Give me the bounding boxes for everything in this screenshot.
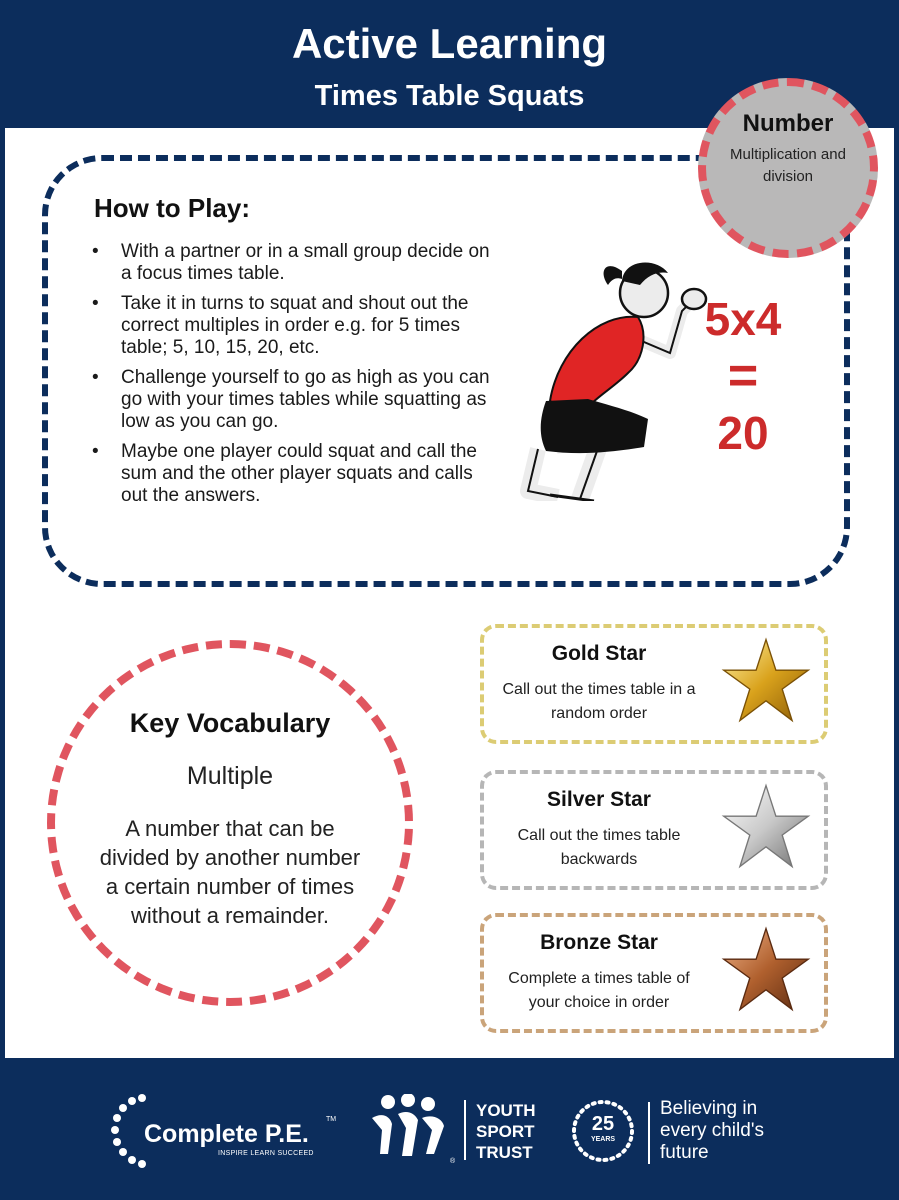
star-description: Complete a times table of your choice in order: [508, 970, 690, 1011]
vocabulary-word: Multiple: [186, 762, 274, 790]
complete-pe-tagline: INSPIRE LEARN SUCCEED: [218, 1150, 314, 1157]
yst-line: TRUST: [476, 1143, 533, 1162]
star-description: Call out the times table backwards: [517, 827, 681, 868]
instruction-item: [92, 441, 492, 507]
topic-subtitle: Multiplication and division: [730, 146, 846, 185]
instruction-text: Maybe one player could squat and call the sum and the other player squats and calls out the answers.: [121, 441, 477, 506]
logo-divider: [464, 1100, 466, 1160]
key-vocabulary-title: Key Vocabulary: [129, 708, 331, 738]
instructions-list: [92, 241, 492, 515]
vocabulary-definition: A number that can be divided by another number a certain number of times without a remainder.: [99, 816, 361, 928]
bullet-icon: •: [92, 293, 99, 314]
gold-star-card: [480, 624, 828, 744]
anniversary-badge: [570, 1098, 636, 1164]
star-title: Silver Star: [547, 788, 651, 811]
silver-star-icon: [721, 782, 811, 872]
bronze-star-card: [480, 913, 828, 1033]
bullet-icon: •: [92, 441, 99, 462]
instruction-item: [92, 241, 492, 285]
complete-pe-name: Complete P.E.: [144, 1120, 309, 1148]
equation-result: 20: [717, 407, 769, 459]
bullet-icon: •: [92, 367, 99, 388]
key-vocabulary-circle: [47, 640, 413, 1006]
instruction-text: Take it in turns to squat and shout out the correct multiples in order e.g. for 5 times table; 5, 10, 15, 20, etc.: [121, 293, 469, 358]
bullet-icon: •: [92, 241, 99, 262]
topic-badge: [698, 78, 878, 258]
page-subtitle: Times Table Squats: [314, 80, 585, 112]
silver-star-card: [480, 770, 828, 890]
youth-sport-trust-name: [476, 1100, 566, 1163]
instruction-text: Challenge yourself to go as high as you can go with your times tables while squatting as low as you can go.: [121, 367, 490, 432]
star-title: Gold Star: [551, 642, 647, 665]
complete-pe-logo: [110, 1092, 370, 1182]
page-title: Active Learning: [291, 20, 608, 67]
yst-line: SPORT: [476, 1122, 535, 1141]
instruction-item: [92, 293, 492, 359]
how-to-play-title: How to Play:: [94, 193, 251, 223]
instruction-item: [92, 367, 492, 433]
registered-mark: ®: [450, 1158, 456, 1165]
star-title: Bronze Star: [540, 931, 658, 954]
slogan-divider: [648, 1102, 650, 1164]
gold-star-icon: [721, 636, 811, 726]
equation-equals: =: [727, 347, 759, 405]
youth-sport-trust-logo: [368, 1094, 558, 1174]
trademark-mark: TM: [326, 1116, 337, 1123]
bronze-star-icon: [721, 925, 811, 1015]
yst-line: YOUTH: [476, 1101, 536, 1120]
slogan-line: every child's: [660, 1120, 764, 1141]
slogan-line: future: [660, 1142, 709, 1163]
anniversary-label: YEARS: [590, 1136, 616, 1143]
footer: [0, 1058, 899, 1200]
slogan-line: Believing in: [660, 1098, 758, 1119]
equation-expression: 5x4: [704, 293, 782, 345]
star-description: Call out the times table in a random order: [502, 681, 696, 722]
anniversary-number: 25: [591, 1113, 615, 1135]
figures-icon: [368, 1094, 448, 1164]
instruction-text: With a partner or in a small group decide on a focus times table.: [121, 241, 490, 284]
slogan: [660, 1098, 820, 1164]
topic-title: Number: [742, 110, 834, 137]
squat-figure-icon: [498, 241, 718, 501]
equation: [688, 291, 798, 461]
